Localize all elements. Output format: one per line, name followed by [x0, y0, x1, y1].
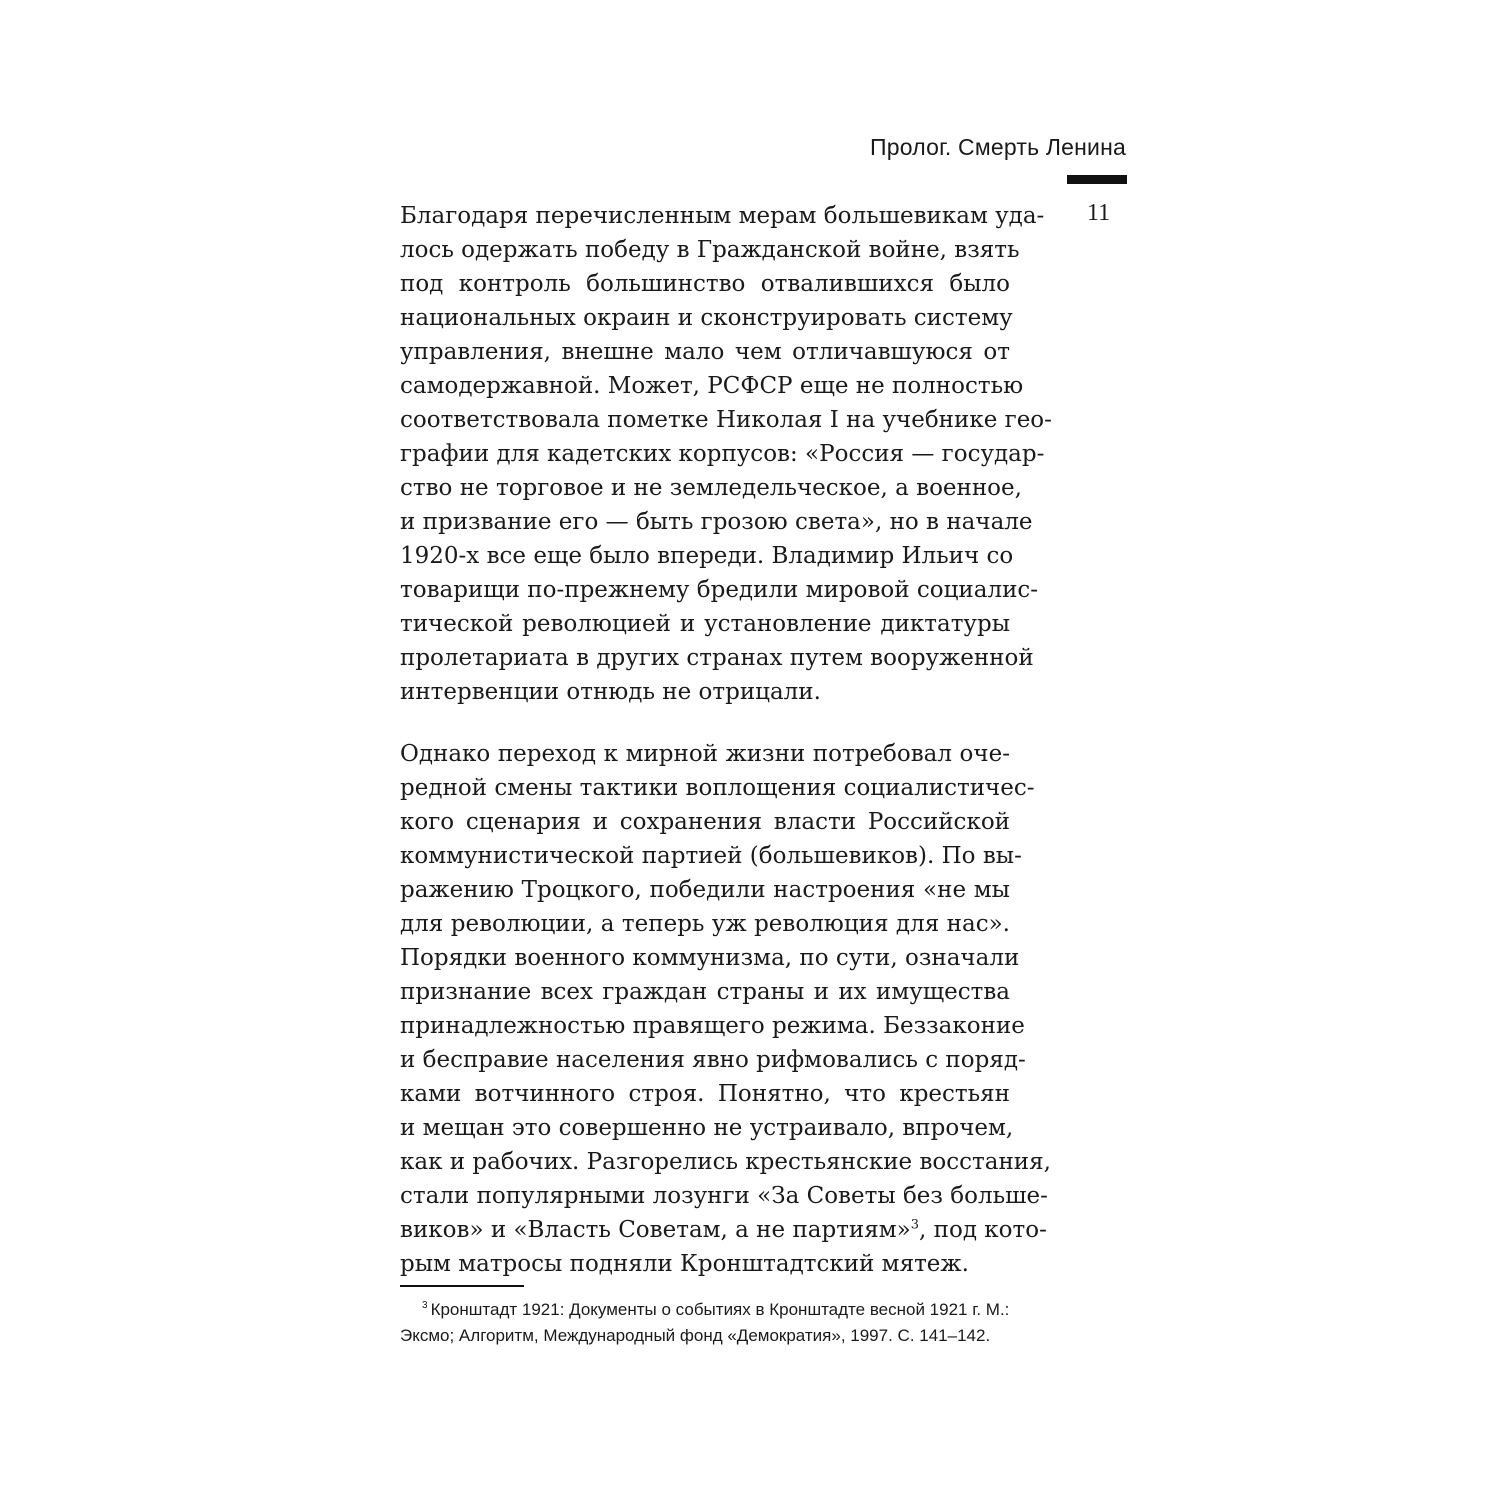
text-line: тической революцией и установление диктатуры: [400, 611, 1010, 637]
text-line: ство не торговое и не земледельческое, а военное,: [400, 475, 1022, 501]
text-line: ражению Троцкого, победили настроения «не мы: [400, 877, 1010, 903]
text-line: лось одержать победу в Гражданской войне, взять: [400, 237, 1020, 263]
text-line: для революции, а теперь уж революция для нас».: [400, 911, 1010, 937]
text-line: принадлежностью правящего режима. Беззаконие: [400, 1013, 1025, 1039]
footnote-marker: 3: [422, 1300, 428, 1312]
text-line: управления, внешне мало чем отличавшуюся от: [400, 339, 1010, 365]
footnote-line-2: Эксмо; Алгоритм, Международный фонд «Демократия», 1997. С. 141–142.: [400, 1326, 991, 1345]
paragraph-1: [400, 199, 1052, 709]
footnote: [400, 1297, 1010, 1349]
paragraph-2: [400, 737, 1051, 1213]
text-span: , под кото-: [919, 1217, 1047, 1243]
text-line: кого сценария и сохранения власти Российской: [400, 809, 1010, 835]
footnote-rule: [400, 1285, 524, 1287]
text-line: самодержавной. Может, РСФСР еще не полностью: [400, 373, 1024, 399]
text-line: интервенции отнюдь не отрицали.: [400, 679, 821, 705]
text-line: стали популярными лозунги «За Советы без больше-: [400, 1183, 1048, 1209]
footnote-line-1: [400, 1297, 1010, 1323]
text-line: графии для кадетских корпусов: «Россия — государ-: [400, 441, 1045, 467]
text-line: национальных окраин и сконструировать систему: [400, 305, 1013, 331]
text-line: редной смены тактики воплощения социалистичес-: [400, 775, 1035, 801]
text-span: виков» и «Власть Советам, а не партиям»: [400, 1217, 911, 1243]
text-line: признание всех граждан страны и их имущества: [400, 979, 1010, 1005]
text-line-last: рым матросы подняли Кронштадтский мятеж.: [400, 1251, 969, 1277]
footnote-reference[interactable]: 3: [910, 1217, 920, 1233]
text-line: и мещан это совершенно не устраивало, впрочем,: [400, 1115, 1014, 1141]
text-line: и бесправие населения явно рифмовались с поряд-: [400, 1047, 1026, 1073]
footnote-text: Кронштадт 1921: Документы о событиях в Кронштадте весной 1921 г. М.:: [430, 1300, 1010, 1319]
text-line: и призвание его — быть грозою света», но в начале: [400, 509, 1033, 535]
running-head-rule: [1067, 175, 1127, 184]
text-line: 1920-х все еще было впереди. Владимир Ильич со: [400, 543, 1014, 569]
text-line: ками вотчинного строя. Понятно, что крестьян: [400, 1081, 1010, 1107]
paragraph-gap: [400, 709, 1010, 737]
running-head: Пролог. Смерть Ленина: [870, 134, 1126, 160]
text-line: Порядки военного коммунизма, по сути, означали: [400, 945, 1020, 971]
text-line: товарищи по-прежнему бредили мировой социалис-: [400, 577, 1039, 603]
text-line: Однако переход к мирной жизни потребовал оче-: [400, 741, 1010, 767]
text-line: соответствовала пометке Николая I на учебнике гео-: [400, 407, 1052, 433]
text-line: коммунистической партией (большевиков). По вы-: [400, 843, 1022, 869]
text-line: пролетариата в других странах путем вооруженной: [400, 645, 1034, 671]
text-line-footnote-ref: [400, 1213, 1047, 1247]
text-line: как и рабочих. Разгорелись крестьянские восстания,: [400, 1149, 1051, 1175]
text-line: Благодаря перечисленным мерам большевикам уда-: [400, 203, 1045, 229]
text-line: под контроль большинство отвалившихся было: [400, 271, 1010, 297]
body-text: [400, 199, 1052, 1281]
page-number: 11: [1087, 200, 1111, 226]
